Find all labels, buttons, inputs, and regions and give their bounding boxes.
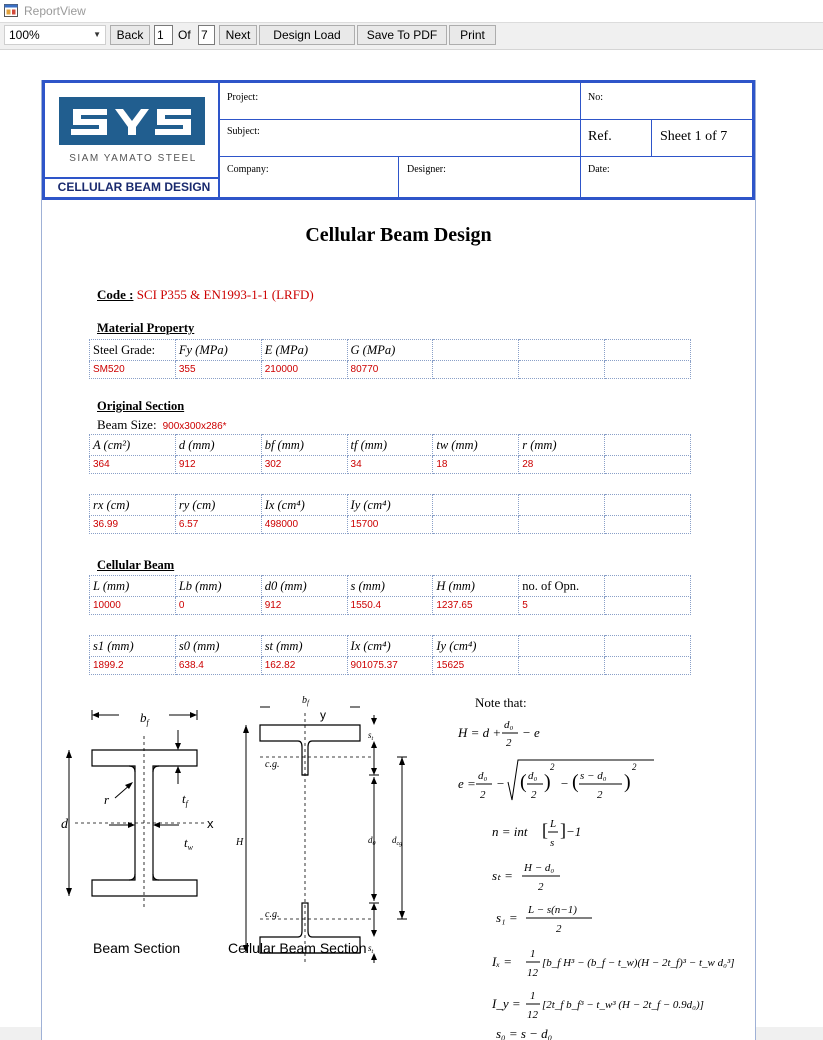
x-axis-label: x: [207, 816, 214, 831]
sheet-label: Sheet 1 of 7: [660, 129, 728, 144]
table-cell: 5: [519, 597, 605, 615]
no-label: No:: [588, 92, 603, 103]
svg-text:sₜ =: sₜ =: [492, 868, 513, 883]
st-label-top: $s_t$: [368, 730, 374, 742]
H-label: H: [236, 837, 244, 848]
cellular-beam-table-1: [89, 575, 691, 615]
date-label: Date:: [588, 164, 610, 175]
sys-logo-mark: [59, 97, 205, 145]
table-cell: 80770: [347, 361, 433, 379]
table-empty-cell: [605, 636, 691, 657]
svg-text:1: 1: [530, 990, 536, 1002]
report-page: [41, 80, 756, 1040]
table-empty-cell: [433, 516, 519, 534]
svg-text:H − d₀: H − d₀: [524, 862, 555, 874]
table-cell: 162.82: [261, 657, 347, 675]
svg-text:2: 2: [538, 881, 544, 893]
d-label: d: [61, 817, 68, 832]
bf-label: $b_f$: [140, 710, 149, 727]
table-row: [90, 435, 691, 456]
table-empty-cell: [433, 495, 519, 516]
tw-label: $t_w$: [184, 835, 193, 852]
material-heading: Material Property: [97, 321, 195, 335]
svg-text:2: 2: [597, 789, 603, 801]
table-empty-cell: [519, 636, 605, 657]
table-header-cell: ry (cm): [175, 495, 261, 516]
svg-text:[: [: [542, 820, 548, 840]
page-total-field: 7: [198, 25, 215, 45]
table-cell: 1550.4: [347, 597, 433, 615]
ref-label: Ref.: [588, 129, 612, 144]
code-label: Code :: [97, 287, 134, 302]
table-header-cell: tf (mm): [347, 435, 433, 456]
svg-text:2: 2: [556, 923, 562, 935]
table-empty-cell: [605, 435, 691, 456]
cg-label-bottom: c.g.: [265, 909, 280, 920]
cg-label-top: c.g.: [265, 759, 280, 770]
formula-st: [492, 862, 560, 893]
design-load-button[interactable]: Design Load: [259, 25, 355, 45]
table-cell: SM520: [90, 361, 176, 379]
svg-text:I_y =: I_y =: [492, 996, 521, 1011]
table-empty-cell: [605, 456, 691, 474]
zoom-value: 100%: [9, 28, 40, 42]
table-header-cell: Steel Grade:: [90, 340, 176, 361]
st-label-bottom: $s_t$: [368, 943, 374, 955]
svg-text:[b_f H³ − (b_f − t_w)(H − 2t_f: [b_f H³ − (b_f − t_w)(H − 2t_f)³ − t_w d₀³]: [542, 957, 735, 969]
table-header-cell: no. of Opn.: [519, 576, 605, 597]
table-cell: 0: [175, 597, 261, 615]
table-header-cell: E (MPa): [261, 340, 347, 361]
table-empty-cell: [605, 657, 691, 675]
app-window-icon: [4, 4, 18, 17]
table-cell: 18: [433, 456, 519, 474]
document-title: Cellular Beam Design: [305, 224, 492, 246]
svg-text:L: L: [550, 818, 557, 830]
table-cell: 1899.2: [90, 657, 176, 675]
formula-s1: [496, 904, 592, 935]
table-header-cell: Ix (cm⁴): [261, 495, 347, 516]
table-header-cell: Fy (MPa): [175, 340, 261, 361]
table-header-cell: Lb (mm): [175, 576, 261, 597]
svg-text:2: 2: [531, 789, 537, 801]
table-cell: 36.99: [90, 516, 176, 534]
original-section-table-1: [89, 434, 691, 474]
svg-text:s₁ =: s₁ =: [496, 910, 518, 925]
svg-text:Iₓ =: Iₓ =: [492, 954, 513, 969]
table-cell: 34: [347, 456, 433, 474]
svg-text:(: (: [572, 771, 579, 793]
designer-label: Designer:: [407, 164, 446, 175]
table-row: [90, 657, 691, 675]
table-cell: 912: [261, 597, 347, 615]
page-number-input[interactable]: 1: [154, 25, 173, 45]
formula-Iy: [491, 990, 704, 1021]
svg-text:2: 2: [632, 762, 637, 772]
table-cell: 15625: [433, 657, 519, 675]
table-header-cell: Ix (cm⁴): [347, 636, 433, 657]
window-title: ReportView: [24, 4, 86, 18]
table-empty-cell: [433, 361, 519, 379]
sys-logo: [59, 97, 205, 145]
table-row: [90, 361, 691, 379]
table-empty-cell: [605, 597, 691, 615]
svg-text:12: 12: [527, 967, 538, 979]
svg-text:e =: e =: [458, 776, 476, 791]
table-empty-cell: [605, 516, 691, 534]
subject-label: Subject:: [227, 126, 260, 137]
cellular-beam-heading: Cellular Beam: [97, 558, 175, 572]
code-value: SCI P355 & EN1993-1-1 (LRFD): [136, 287, 314, 302]
table-header-cell: bf (mm): [261, 435, 347, 456]
chevron-down-icon[interactable]: ▼: [93, 30, 101, 39]
table-cell: 912: [175, 456, 261, 474]
beam-size: [97, 417, 227, 433]
table-header-cell: s0 (mm): [175, 636, 261, 657]
table-empty-cell: [605, 361, 691, 379]
table-row: [90, 516, 691, 534]
tf-label: $t_f$: [182, 791, 188, 808]
svg-text:L − s(n−1): L − s(n−1): [528, 904, 577, 916]
report-toolbar: [0, 23, 823, 50]
y-axis-label: y: [320, 708, 326, 722]
table-cell: 638.4: [175, 657, 261, 675]
logo-report-label: CELLULAR BEAM DESIGN: [57, 180, 211, 194]
table-header-cell: tw (mm): [433, 435, 519, 456]
table-cell: 10000: [90, 597, 176, 615]
table-header-cell: st (mm): [261, 636, 347, 657]
design-code: [97, 287, 314, 303]
svg-text:1: 1: [530, 948, 536, 960]
svg-text:−: −: [560, 776, 569, 791]
table-cell: 6.57: [175, 516, 261, 534]
notes-title: Note that:: [475, 695, 527, 710]
svg-text:12: 12: [527, 1009, 538, 1021]
next-button[interactable]: Next: [219, 25, 257, 45]
window-titlebar: [0, 0, 823, 23]
original-section-heading: Original Section: [97, 399, 185, 413]
table-header-cell: r (mm): [519, 435, 605, 456]
print-button[interactable]: Print: [449, 25, 496, 45]
table-cell: 364: [90, 456, 176, 474]
table-row: [90, 597, 691, 615]
svg-text:− e: − e: [522, 725, 540, 740]
beam-section-caption: Beam Section: [93, 940, 181, 956]
svg-text:(: (: [520, 771, 527, 793]
table-header-cell: H (mm): [433, 576, 519, 597]
table-header-cell: rx (cm): [90, 495, 176, 516]
svg-text:2: 2: [480, 789, 486, 801]
table-header-cell: d0 (mm): [261, 576, 347, 597]
table-empty-cell: [605, 340, 691, 361]
svg-text:): ): [624, 771, 631, 793]
logo-company-name: SIAM YAMATO STEEL: [69, 153, 197, 164]
svg-text:]: ]: [560, 820, 566, 840]
table-header-cell: L (mm): [90, 576, 176, 597]
svg-text:n = int: n = int: [492, 824, 528, 839]
cellular-beam-table-2: [89, 635, 691, 675]
table-empty-cell: [605, 576, 691, 597]
company-label: Company:: [227, 164, 269, 175]
cellular-beam-section-diagram: [232, 695, 432, 955]
r-label: r: [104, 792, 110, 807]
table-row: [90, 576, 691, 597]
table-cell: 1237.65: [433, 597, 519, 615]
d0-label: $d_0$: [368, 835, 376, 847]
report-viewport[interactable]: [0, 50, 823, 1040]
table-empty-cell: [519, 516, 605, 534]
table-row: [90, 340, 691, 361]
svg-text:s: s: [550, 837, 555, 849]
svg-text:d₀: d₀: [528, 770, 538, 782]
table-row: [90, 456, 691, 474]
formula-Ix: [491, 948, 735, 979]
table-cell: 901075.37: [347, 657, 433, 675]
project-label: Project:: [227, 92, 259, 103]
svg-text:2: 2: [506, 737, 512, 749]
svg-text:d₀: d₀: [478, 770, 488, 782]
svg-text:−: −: [496, 776, 505, 791]
table-header-cell: Iy (cm⁴): [433, 636, 519, 657]
beam-size-value: 900x300x286*: [162, 421, 227, 432]
table-empty-cell: [605, 495, 691, 516]
svg-text:s₀ = s − d₀: s₀ = s − d₀: [496, 1026, 553, 1040]
cellular-beam-section-caption: Cellular Beam Section: [228, 940, 367, 956]
dcg-label: $d_{cg}$: [392, 835, 403, 847]
svg-text:−1: −1: [566, 824, 582, 839]
formula-e: [458, 760, 654, 801]
table-cell: 28: [519, 456, 605, 474]
svg-text:d₀: d₀: [504, 719, 514, 731]
table-cell: 498000: [261, 516, 347, 534]
table-header-cell: s1 (mm): [90, 636, 176, 657]
formula-s0: [496, 1026, 552, 1040]
table-cell: 355: [175, 361, 261, 379]
table-empty-cell: [519, 657, 605, 675]
zoom-select[interactable]: [4, 25, 106, 45]
table-row: [90, 636, 691, 657]
original-section-table-2: [89, 494, 691, 534]
table-header-cell: d (mm): [175, 435, 261, 456]
bf-label-cellular: $b_f$: [302, 695, 309, 707]
table-cell: 302: [261, 456, 347, 474]
of-label: Of: [178, 28, 191, 42]
beam-size-label: Beam Size:: [97, 417, 157, 432]
formula-list: [452, 710, 747, 1040]
material-table: [89, 339, 691, 379]
table-header-cell: s (mm): [347, 576, 433, 597]
table-cell: 15700: [347, 516, 433, 534]
table-header-cell: Iy (cm⁴): [347, 495, 433, 516]
table-empty-cell: [519, 495, 605, 516]
svg-text:2: 2: [550, 762, 555, 772]
svg-text:s − d₀: s − d₀: [580, 770, 607, 782]
table-header-cell: G (MPa): [347, 340, 433, 361]
table-header-cell: A (cm²): [90, 435, 176, 456]
table-row: [90, 495, 691, 516]
back-button[interactable]: Back: [110, 25, 150, 45]
formula-n: [492, 818, 581, 849]
report-header: [42, 80, 755, 200]
table-empty-cell: [519, 361, 605, 379]
beam-section-diagram: [57, 700, 232, 950]
save-to-pdf-button[interactable]: Save To PDF: [357, 25, 447, 45]
table-empty-cell: [433, 340, 519, 361]
formula-H: [457, 719, 540, 749]
svg-text:H = d +: H = d +: [458, 725, 502, 740]
svg-text:): ): [544, 771, 551, 793]
table-cell: 210000: [261, 361, 347, 379]
table-empty-cell: [519, 340, 605, 361]
svg-text:[2t_f b_f³ − t_w³ (H − 2t_f −: [2t_f b_f³ − t_w³ (H − 2t_f − 0.9d₀)]: [542, 999, 704, 1011]
